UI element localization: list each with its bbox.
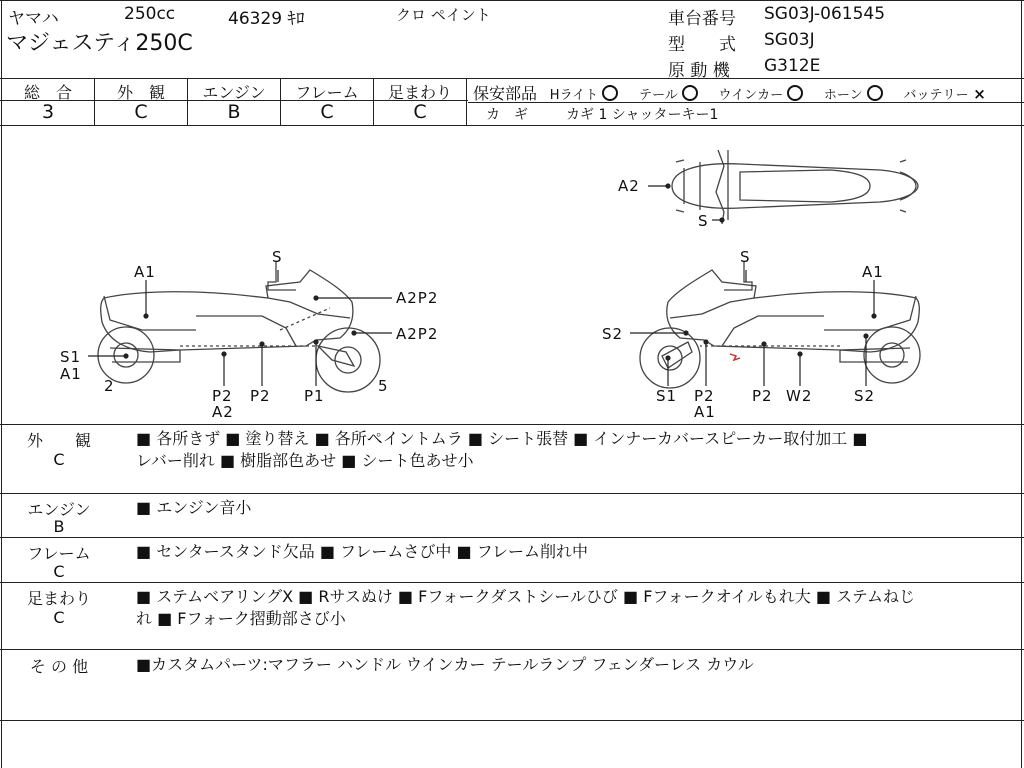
- model-type: SG03J: [764, 30, 815, 50]
- key-label: カ ギ: [486, 107, 528, 123]
- leader-lines: [88, 184, 876, 386]
- red-mark: [730, 354, 740, 360]
- safety-label: 保安部品: [473, 84, 538, 103]
- engine-code: G312E: [764, 56, 821, 76]
- exterior-grade: C: [134, 101, 148, 123]
- suspension-notes-line2: れ ■ Fフォーク摺動部さび小: [136, 609, 346, 628]
- left-label-s-top: S: [272, 248, 283, 266]
- frame-section-grade: C: [53, 562, 65, 581]
- tail-label: テール: [638, 88, 678, 103]
- engine-notes-line1: ■ エンジン音小: [136, 498, 252, 517]
- color: クロ ペイント: [396, 6, 491, 24]
- maker: ヤマハ: [8, 9, 59, 29]
- engine-grade: B: [227, 101, 241, 123]
- left-scooter-drawing: [98, 262, 380, 392]
- frame-grade: C: [320, 101, 334, 123]
- model-type-label: 型 式: [668, 35, 736, 55]
- battery-mark: ×: [973, 85, 986, 103]
- frame-section-label: フレーム: [27, 544, 91, 563]
- frame-number-label: 車台番号: [668, 9, 736, 29]
- suspension-notes-line1: ■ ステムベアリングX ■ Rサスぬけ ■ Fフォークダストシールひび ■ Fフォークオイルもれ大 ■ ステムねじ: [136, 587, 915, 606]
- engine-section-label: エンジン: [27, 500, 91, 519]
- exterior-label: 外 観: [116, 83, 165, 102]
- right-label-s1: S1: [656, 387, 678, 405]
- suspension-label: 足まわり: [387, 83, 452, 102]
- exterior-notes-line2: レバー削れ ■ 樹脂部色あせ ■ シート色あせ小: [136, 451, 474, 470]
- right-label-a1-top: A1: [862, 263, 884, 281]
- left-label-a1-top: A1: [134, 263, 156, 281]
- key-value: カギ 1 シャッターキー1: [566, 107, 719, 123]
- right-label-s-top: S: [740, 248, 751, 266]
- right-label-s2-low: S2: [854, 387, 876, 405]
- engine-code-label: 原 動 機: [668, 61, 730, 81]
- frame-label: フレーム: [295, 83, 359, 102]
- displacement: 250cc: [124, 4, 176, 24]
- right-label-s2-left: S2: [602, 325, 624, 343]
- mileage: 46329 ｷﾛ: [228, 9, 305, 29]
- exterior-section-label: 外 観: [26, 431, 91, 450]
- right-label-p2-b: P2: [752, 387, 773, 405]
- headlight-label: Hライト: [549, 88, 599, 103]
- top-label-s: S: [698, 212, 709, 230]
- suspension-section-grade: C: [53, 608, 65, 627]
- left-label-a2p2-a: A2P2: [396, 289, 439, 307]
- frame-number: SG03J-061545: [764, 4, 886, 24]
- engine-section-grade: B: [53, 517, 65, 536]
- engine-label: エンジン: [202, 83, 266, 102]
- overall-grade: 3: [41, 101, 55, 123]
- left-label-a2-low: A2: [212, 403, 234, 421]
- left-label-s1: S1: [60, 348, 82, 366]
- top-label-a2: A2: [618, 177, 640, 195]
- horn-label: ホーン: [823, 88, 863, 103]
- right-label-a1-low: A1: [694, 403, 716, 421]
- left-label-p1: P1: [304, 387, 325, 405]
- suspension-section-label: 足まわり: [26, 589, 91, 608]
- winker-label: ウインカー: [718, 88, 784, 103]
- battery-label: バッテリー: [903, 88, 969, 103]
- other-notes-line1: ■カスタムパーツ:マフラー ハンドル ウインカー テールランプ フェンダーレス カウル: [136, 655, 754, 674]
- top-scooter-drawing: [672, 150, 918, 224]
- left-label-5: 5: [378, 377, 389, 395]
- right-label-w2: W2: [786, 387, 813, 405]
- left-label-2: 2: [104, 377, 115, 395]
- overall-label: 総 合: [23, 83, 72, 102]
- suspension-grade: C: [413, 101, 427, 123]
- left-label-a2p2-b: A2P2: [396, 325, 439, 343]
- right-label-p2-a: P2: [694, 387, 715, 405]
- left-label-p2-b: P2: [250, 387, 271, 405]
- left-label-a1-low: A1: [60, 365, 82, 383]
- exterior-notes-line1: ■ 各所きず ■ 塗り替え ■ 各所ペイントムラ ■ シート張替 ■ インナーカバースピーカー取付加工 ■: [136, 429, 868, 448]
- frame-notes-line1: ■ センタースタンド欠品 ■ フレームさび中 ■ フレーム削れ中: [136, 542, 589, 561]
- left-label-p2-a: P2: [212, 387, 233, 405]
- exterior-section-grade: C: [53, 450, 65, 469]
- other-section-label: そ の 他: [29, 657, 89, 676]
- model-name: マジェスティ250C: [6, 31, 193, 56]
